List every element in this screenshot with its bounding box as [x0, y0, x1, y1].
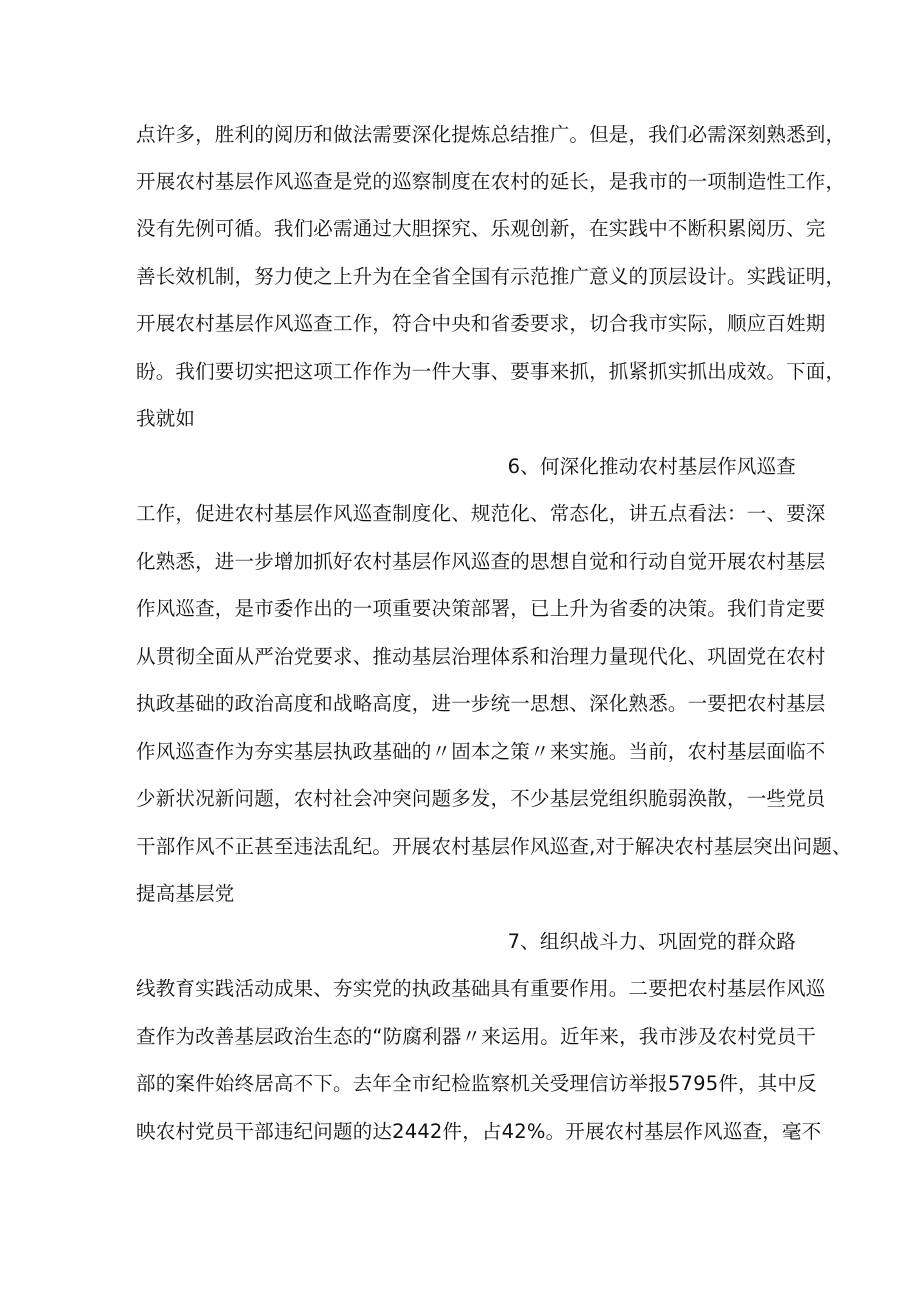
text-line: 化熟悉，进一步增加抓好农村基层作风巡查的思想自觉和行动自觉开展农村基层 [136, 550, 826, 573]
text-line: 提高基层党 [136, 882, 235, 905]
text-line: 点许多，胜利的阅历和做法需要深化提炼总结推广。但是，我们必需深刻熟悉到， [136, 123, 846, 146]
text-line: 查作为改善基层政治生态的“防腐利器〃来运用。近年来，我市涉及农村党员干 [136, 1025, 817, 1048]
text-line: 映农村党员干部违纪问题的达2442件，占42%。开展农村基层作风巡查，毫不 [136, 1120, 822, 1143]
text-line: 开展农村基层作风巡查是党的巡察制度在农村的延长，是我市的一项制造性工作， [136, 170, 846, 193]
text-line: 干部作风不正甚至违法乱纪。开展农村基层作风巡查,对于解决农村基层突出问题、 [136, 835, 852, 858]
text-line: 部的案件始终居高不下。去年全市纪检监察机关受理信访举报5795件，其中反 [136, 1072, 817, 1095]
text-line: 少新状况新问题，农村社会冲突问题多发，不少基层党组织脆弱涣散，一些党员 [136, 787, 826, 810]
text-line: 从贯彻全面从严治党要求、推动基层治理体系和治理力量现代化、巩固党在农村 [136, 645, 826, 668]
text-line: 没有先例可循。我们必需通过大胆探究、乐观创新，在实践中不断积累阅历、完 [136, 217, 826, 240]
text-line: 执政基础的政治高度和战略高度，进一步统一思想、深化熟悉。一要把农村基层 [136, 692, 826, 715]
text-line: 线教育实践活动成果、夯实党的执政基础具有重要作用。二要把农村基层作风巡 [136, 977, 826, 1000]
text-line: 作风巡查，是市委作出的一项重要决策部署，已上升为省委的决策。我们肯定要 [136, 597, 826, 620]
text-line: 作风巡查作为夯实基层执政基础的〃固本之策〃来实施。当前，农村基层面临不 [136, 740, 826, 763]
text-line: 善长效机制，努力使之上升为在全省全国有示范推广意义的顶层设计。实践证明， [136, 265, 846, 288]
numbered-heading: 7、组织战斗力、巩固党的群众路 [507, 930, 796, 953]
text-line: 我就如 [136, 407, 196, 430]
text-line: 工作，促进农村基层作风巡查制度化、规范化、常态化，讲五点看法：一、要深 [136, 502, 826, 525]
text-line: 开展农村基层作风巡查工作，符合中央和省委要求，切合我市实际，顺应百姓期 [136, 312, 826, 335]
numbered-heading: 6、何深化推动农村基层作风巡查 [507, 455, 796, 478]
text-line: 盼。我们要切实把这项工作作为一件大事、要事来抓，抓紧抓实抓出成效。下面， [136, 360, 846, 383]
